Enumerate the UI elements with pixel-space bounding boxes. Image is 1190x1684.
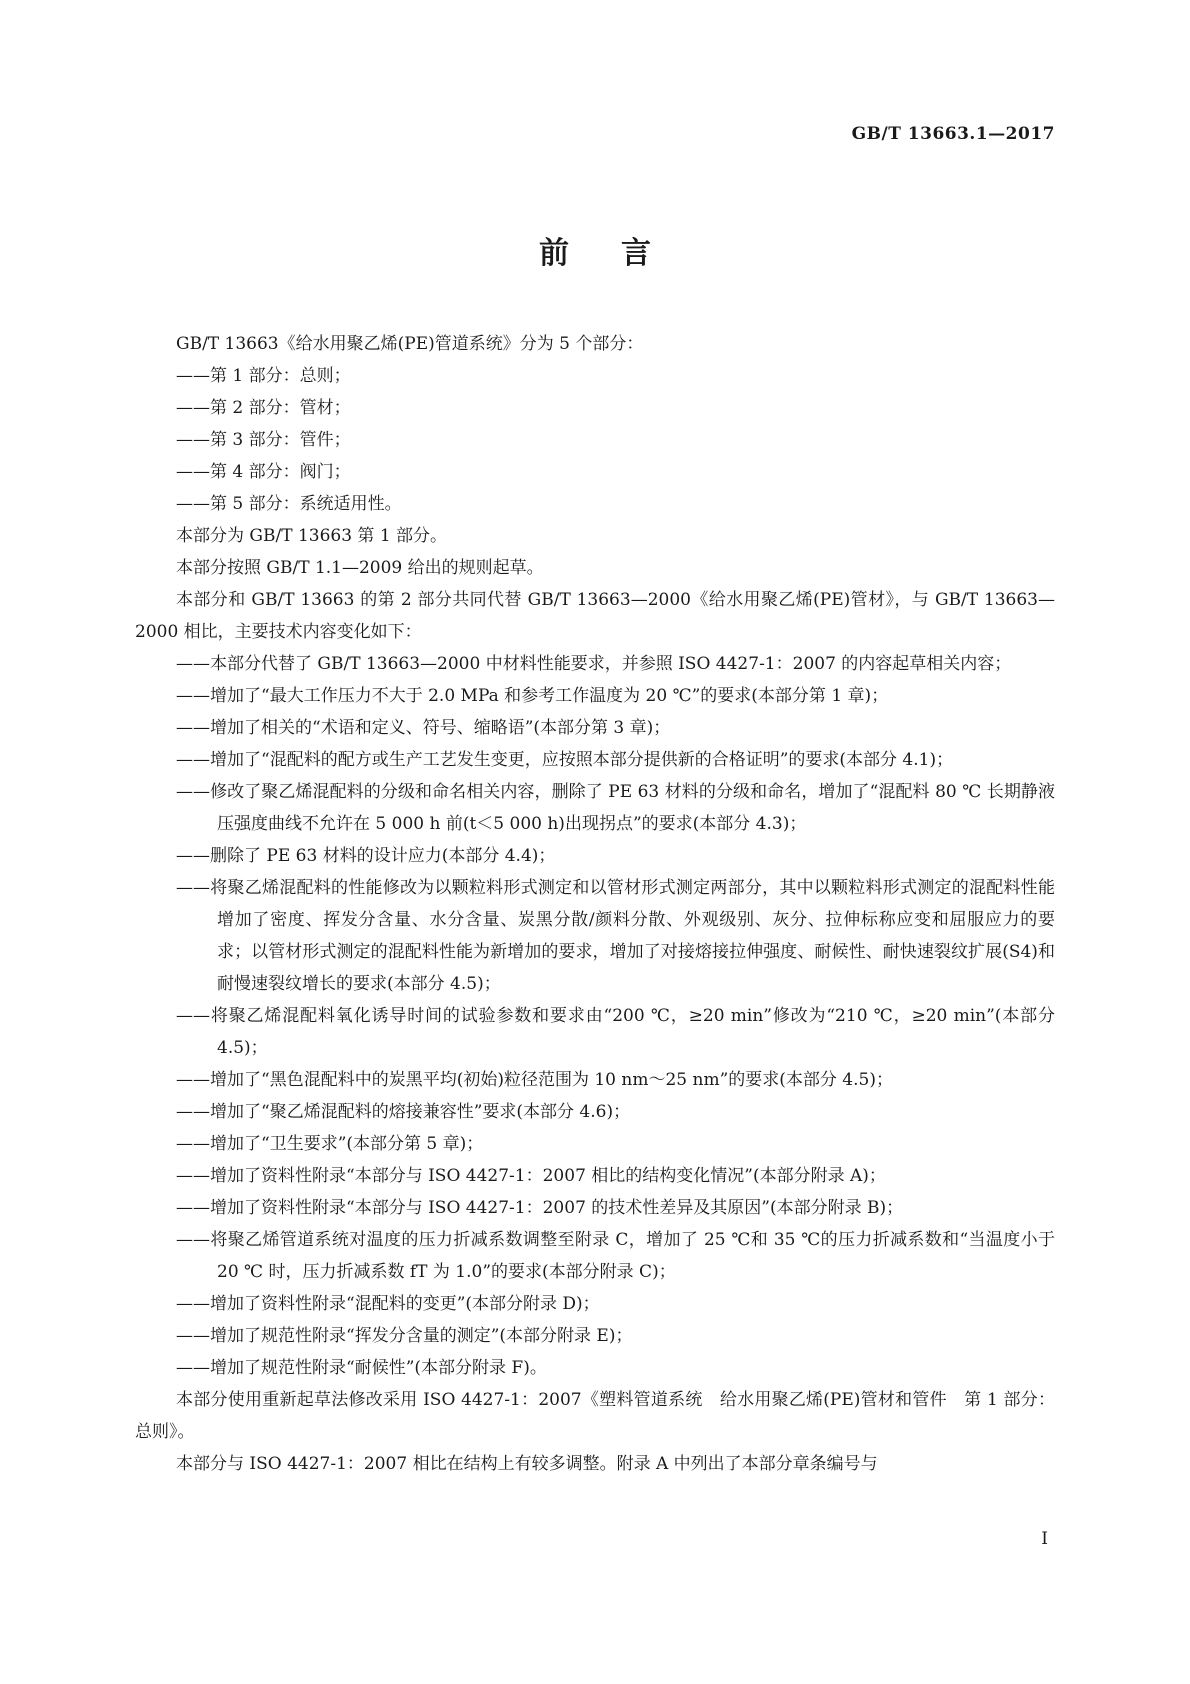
list-item: ——增加了“混配料的配方或生产工艺发生变更，应按照本部分提供新的合格证明”的要求(本部分 4.1)；	[176, 750, 954, 770]
list-item: ——增加了“最大工作压力不大于 2.0 MPa 和参考工作温度为 20 ℃”的要求(本部分第 1 章)；	[176, 686, 889, 706]
list-item: ——第 2 部分：管材；	[176, 398, 351, 418]
list-item: ——增加了规范性附录“挥发分含量的测定”(本部分附录 E)；	[176, 1326, 633, 1346]
list-item: ——增加了“卫生要求”(本部分第 5 章)；	[176, 1134, 484, 1154]
list-item: ——增加了资料性附录“混配料的变更”(本部分附录 D)；	[176, 1294, 600, 1314]
paragraph: 本部分与 ISO 4427-1：2007 相比在结构上有较多调整。附录 A 中列出了本部分章条编号与	[176, 1454, 878, 1474]
list-item: ——增加了“黑色混配料中的炭黑平均(初始)粒径范围为 10 nm～25 nm”的要求(本部分 4.5)；	[176, 1070, 893, 1090]
paragraph: 本部分按照 GB/T 1.1—2009 给出的规则起草。	[176, 558, 544, 578]
list-item: ——增加了相关的“术语和定义、符号、缩略语”(本部分第 3 章)；	[176, 718, 671, 738]
list-item: ——将聚乙烯混配料的性能修改为以颗粒料形式测定和以管材形式测定两部分，其中以颗粒料形式测定的混配料性能增加了密度、挥发分含量、水分含量、炭黑分散/颜料分散、外观级别、灰分、拉伸标称应变和屈服应力的要求；以管材形式测定的混配料性能为新增加的要求，增加了对接熔接拉伸强度、耐候性、耐快速裂纹扩展(S4)和耐慢速裂纹增长的要求(本部分 4.5)；	[176, 878, 1055, 994]
list-item: ——第 4 部分：阀门；	[176, 462, 351, 482]
paragraph: 本部分使用重新起草法修改采用 ISO 4427-1：2007《塑料管道系统 给水用聚乙烯(PE)管材和管件 第 1 部分：总则》。	[135, 1390, 1055, 1442]
page-number: I	[1041, 1529, 1048, 1549]
list-item: ——将聚乙烯管道系统对温度的压力折减系数调整至附录 C，增加了 25 ℃和 35 ℃的压力折减系数和“当温度小于 20 ℃ 时，压力折减系数 fT 为 1.0”的要求(本部分附录 C)；	[176, 1230, 1055, 1282]
list-item: ——第 1 部分：总则；	[176, 366, 351, 386]
list-item: ——增加了“聚乙烯混配料的熔接兼容性”要求(本部分 4.6)；	[176, 1102, 631, 1122]
standard-code: GB/T 13663.1—2017	[851, 124, 1055, 144]
list-item: ——增加了规范性附录“耐候性”(本部分附录 F)。	[176, 1358, 547, 1378]
list-item: ——本部分代替了 GB/T 13663—2000 中材料性能要求，并参照 ISO 4427-1：2007 的内容起草相关内容；	[176, 654, 1012, 674]
document-body	[135, 328, 1055, 1480]
list-item: ——增加了资料性附录“本部分与 ISO 4427-1：2007 的技术性差异及其原因”(本部分附录 B)；	[176, 1198, 904, 1218]
list-item: ——第 5 部分：系统适用性。	[176, 494, 402, 514]
list-item: ——删除了 PE 63 材料的设计应力(本部分 4.4)；	[176, 846, 556, 866]
paragraph: 本部分和 GB/T 13663 的第 2 部分共同代替 GB/T 13663—2000《给水用聚乙烯(PE)管材》，与 GB/T 13663—2000 相比，主要技术内容变化如下：	[135, 590, 1055, 642]
page-title: 前言	[539, 236, 703, 271]
list-item: ——修改了聚乙烯混配料的分级和命名相关内容，删除了 PE 63 材料的分级和命名，增加了“混配料 80 ℃ 长期静液压强度曲线不允许在 5 000 h 前(t＜5 000 h)出现拐点”的要求(本部分 4.3)；	[176, 782, 1055, 834]
list-item: ——将聚乙烯混配料氧化诱导时间的试验参数和要求由“200 ℃，≥20 min”修改为“210 ℃，≥20 min”(本部分 4.5)；	[176, 1006, 1055, 1058]
list-item: ——第 3 部分：管件；	[176, 430, 351, 450]
list-item: ——增加了资料性附录“本部分与 ISO 4427-1：2007 相比的结构变化情况”(本部分附录 A)；	[176, 1166, 886, 1186]
paragraph: GB/T 13663《给水用聚乙烯(PE)管道系统》分为 5 个部分：	[176, 334, 644, 354]
paragraph: 本部分为 GB/T 13663 第 1 部分。	[176, 526, 448, 546]
